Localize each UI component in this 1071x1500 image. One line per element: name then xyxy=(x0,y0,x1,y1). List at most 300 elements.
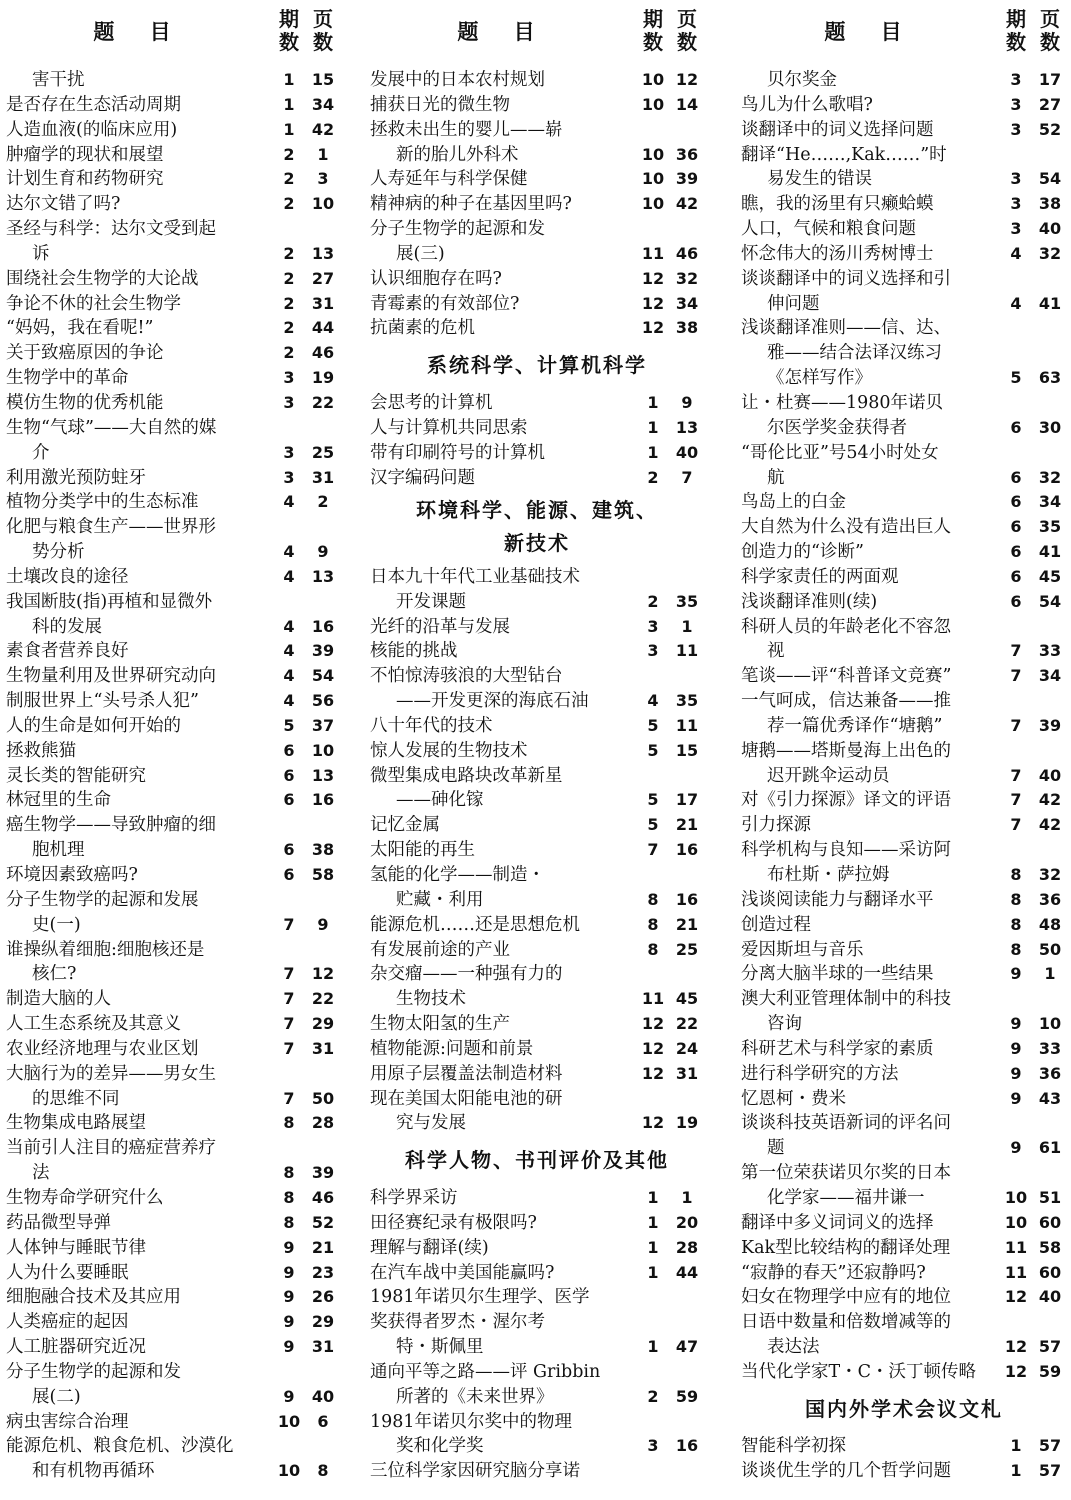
index-entry xyxy=(6,1186,340,1211)
entry-title: 药品微型导弹 xyxy=(6,1212,111,1233)
entry-issue: 6 xyxy=(1010,517,1022,537)
entry-title: 不怕惊涛骇浪的大型钻台 xyxy=(370,666,563,687)
entry-title: 第一位荣获诺贝尔奖的日本 xyxy=(741,1163,951,1184)
entry-issue xyxy=(636,565,670,590)
entry-page: 10 xyxy=(311,194,335,214)
index-entry xyxy=(370,93,704,118)
entry-title: 笔谈——评“科普译文竞赛” xyxy=(741,666,952,687)
entry-issue: 6 xyxy=(1010,467,1022,487)
entry-title: 微型集成电路块改革新星 xyxy=(370,765,563,786)
entry-title: 大自然为什么没有造出巨人 xyxy=(741,517,951,538)
entry-title: 伸问题 xyxy=(767,293,820,314)
entry-title: 题 xyxy=(767,1138,785,1159)
index-entry xyxy=(6,292,340,317)
entry-issue: 1 xyxy=(647,417,659,437)
entry-title: 塘鹅——塔斯曼海上出色的 xyxy=(741,740,951,761)
entry-page: 21 xyxy=(311,1237,335,1257)
entry-list xyxy=(741,62,1067,1484)
entry-page: 45 xyxy=(1038,566,1062,586)
index-entry xyxy=(6,639,340,664)
entry-issue: 11 xyxy=(1004,1262,1028,1282)
entry-title: 科研人员的年龄老化不容忽 xyxy=(741,616,951,637)
index-entry xyxy=(741,913,1067,938)
entry-title: 计划生育和药物研究 xyxy=(6,169,164,190)
index-entry xyxy=(6,93,340,118)
index-entry xyxy=(741,1037,1067,1062)
entry-page: 61 xyxy=(1038,1138,1062,1158)
entry-issue: 1 xyxy=(1010,1461,1022,1481)
entry-page xyxy=(306,217,340,242)
index-entry xyxy=(370,1037,704,1062)
entry-title: 细胞融合技术及其应用 xyxy=(6,1287,181,1308)
entry-title: 制造大脑的人 xyxy=(6,989,111,1010)
entry-issue: 2 xyxy=(283,268,295,288)
index-entry xyxy=(6,689,340,714)
index-entry xyxy=(6,416,340,441)
index-entry xyxy=(370,962,704,987)
entry-title: 环境因素致癌吗? xyxy=(6,865,138,885)
entry-issue: 8 xyxy=(1010,865,1022,884)
entry-page: 43 xyxy=(1038,1088,1062,1108)
entry-page: 44 xyxy=(311,318,335,338)
index-entry xyxy=(370,1459,704,1484)
entry-page: 57 xyxy=(1038,1461,1062,1481)
entry-issue xyxy=(999,441,1033,466)
entry-page: 39 xyxy=(311,641,335,661)
entry-title: “妈妈，我在看呢!” xyxy=(6,318,154,339)
entry-issue: 10 xyxy=(277,1411,301,1431)
index-entry xyxy=(741,739,1067,764)
entry-title: 捕获日光的微生物 xyxy=(370,94,510,115)
header-title: 题 目 xyxy=(457,19,549,44)
entry-page: 41 xyxy=(1038,293,1062,313)
entry-title: 汉字编码问题 xyxy=(370,467,475,488)
entry-issue: 4 xyxy=(283,566,295,586)
entry-title: 带有印刷符号的计算机 xyxy=(370,442,545,463)
entry-issue xyxy=(272,590,306,615)
entry-issue: 4 xyxy=(1010,243,1022,263)
entry-page: 6 xyxy=(317,1411,329,1431)
entry-page: 51 xyxy=(1038,1187,1062,1207)
entry-title: 进行科学研究的方法 xyxy=(741,1063,899,1084)
entry-issue: 6 xyxy=(283,765,295,785)
entry-title: 新的胎儿外科术 xyxy=(396,144,519,165)
entry-issue xyxy=(272,1136,306,1161)
index-entry xyxy=(6,490,340,515)
entry-issue: 6 xyxy=(1010,492,1022,512)
entry-issue: 6 xyxy=(283,790,295,810)
entry-issue: 3 xyxy=(1010,194,1022,214)
entry-title: 科学界采访 xyxy=(370,1187,458,1208)
entry-page: 25 xyxy=(675,939,699,959)
index-entry xyxy=(741,764,1067,789)
entry-issue: 4 xyxy=(283,666,295,686)
entry-issue xyxy=(999,341,1033,366)
entry-title: 分子生物学的起源和发展 xyxy=(6,889,199,910)
entry-title: 翻译“He……,Kak……”时 xyxy=(741,144,947,165)
index-entry xyxy=(741,1161,1067,1186)
entry-issue: 3 xyxy=(283,368,295,388)
entry-title: 人造血液(的临床应用) xyxy=(6,119,178,140)
entry-page xyxy=(670,962,704,987)
header-title: 题 目 xyxy=(93,19,185,44)
index-entry xyxy=(370,316,704,341)
entry-title: 1981年诺贝尔生理学、医学 xyxy=(370,1287,590,1308)
entry-page: 38 xyxy=(1038,194,1062,214)
index-entry xyxy=(741,987,1067,1012)
entry-issue xyxy=(636,1310,670,1335)
entry-page: 60 xyxy=(1038,1212,1062,1232)
entry-title: 浅谈阅读能力与翻译水平 xyxy=(741,889,934,910)
entry-issue xyxy=(636,217,670,242)
entry-issue: 8 xyxy=(283,1212,295,1232)
index-entry xyxy=(370,639,704,664)
entry-page: 45 xyxy=(675,989,699,1009)
entry-title: 日本九十年代工业基础技术 xyxy=(370,566,580,587)
entry-issue: 11 xyxy=(1004,1237,1028,1257)
section-heading: 科学人物、书刊评价及其他 xyxy=(405,1148,669,1173)
index-entry xyxy=(370,267,704,292)
entry-page: 22 xyxy=(675,1014,699,1034)
entry-page: 40 xyxy=(1038,765,1062,785)
entry-page: 40 xyxy=(311,1386,335,1406)
entry-title: 当前引人注目的癌症营养疗 xyxy=(6,1138,216,1159)
index-entry xyxy=(741,217,1067,242)
entry-page: 30 xyxy=(1038,417,1062,437)
entry-page: 12 xyxy=(311,964,335,984)
entry-issue: 8 xyxy=(647,939,659,959)
entry-issue: 2 xyxy=(647,1386,659,1406)
entry-issue: 10 xyxy=(1004,1212,1028,1232)
entry-title: 展(三) xyxy=(396,243,445,264)
entry-issue: 5 xyxy=(647,790,659,810)
entry-page: 37 xyxy=(311,715,335,735)
index-entry xyxy=(370,292,704,317)
index-entry xyxy=(6,863,340,888)
entry-page xyxy=(306,1062,340,1087)
index-entry xyxy=(741,1285,1067,1310)
entry-page xyxy=(306,1360,340,1385)
index-entry xyxy=(370,68,704,93)
entry-page xyxy=(670,118,704,143)
entry-issue: 11 xyxy=(641,243,665,263)
entry-list xyxy=(370,62,704,1484)
entry-issue xyxy=(999,1310,1033,1335)
entry-title: 瞧，我的汤里有只癞蛤蟆 xyxy=(741,194,934,215)
entry-page: 13 xyxy=(311,243,335,263)
entry-title: 迟开跳伞运动员 xyxy=(767,765,890,786)
entry-title: 用原子层覆盖法制造材料 xyxy=(370,1063,563,1084)
entry-page: 11 xyxy=(675,641,699,661)
entry-title: 生物量利用及世界研究动向 xyxy=(6,666,216,687)
index-entry xyxy=(370,1062,704,1087)
entry-page: 1 xyxy=(1044,964,1056,984)
index-entry xyxy=(741,1310,1067,1335)
entry-issue xyxy=(272,938,306,963)
entry-issue xyxy=(999,987,1033,1012)
entry-title: 奖和化学奖 xyxy=(396,1436,484,1457)
entry-title: 发展中的日本农村规划 xyxy=(370,70,545,90)
entry-issue: 8 xyxy=(1010,914,1022,934)
entry-title: 妇女在物理学中应有的地位 xyxy=(741,1287,951,1308)
index-entry xyxy=(6,242,340,267)
entry-page: 59 xyxy=(675,1386,699,1406)
entry-title: 浅谈翻译准则——信、达、 xyxy=(741,318,951,339)
entry-page: 17 xyxy=(675,790,699,810)
index-entry xyxy=(370,664,704,689)
index-entry xyxy=(741,167,1067,192)
entry-page: 38 xyxy=(675,318,699,338)
entry-title: 林冠里的生命 xyxy=(6,790,111,811)
entry-page: 36 xyxy=(675,144,699,164)
entry-page: 27 xyxy=(311,268,335,288)
entry-title: 怀念伟大的汤川秀树博士 xyxy=(741,243,934,264)
entry-issue: 8 xyxy=(283,1113,295,1133)
entry-title: 生物“气球”——大自然的媒 xyxy=(6,417,217,438)
entry-page: 16 xyxy=(675,1436,699,1456)
entry-page: 24 xyxy=(675,1038,699,1058)
entry-issue: 10 xyxy=(641,70,665,89)
entry-page: 28 xyxy=(675,1237,699,1257)
index-entry xyxy=(741,1261,1067,1286)
index-entry xyxy=(741,267,1067,292)
index-entry xyxy=(6,1087,340,1112)
entry-page xyxy=(1033,1310,1067,1335)
entry-title: 会思考的计算机 xyxy=(370,392,493,413)
index-entry xyxy=(6,143,340,168)
entry-title: 利用激光预防蛀牙 xyxy=(6,467,146,488)
entry-title: 人与计算机共同思索 xyxy=(370,417,528,438)
index-entry xyxy=(370,1385,704,1410)
section-heading: 国内外学术会议文札 xyxy=(805,1396,1003,1421)
entry-issue xyxy=(272,416,306,441)
index-entry xyxy=(741,962,1067,987)
entry-title: 通向平等之路——评 Gribbin xyxy=(370,1361,601,1382)
index-entry xyxy=(741,118,1067,143)
entry-issue: 11 xyxy=(641,989,665,1009)
entry-page: 39 xyxy=(1038,715,1062,735)
entry-page xyxy=(1033,1111,1067,1136)
index-entry xyxy=(741,615,1067,640)
entry-issue xyxy=(272,1434,306,1459)
entry-page: 57 xyxy=(1038,1337,1062,1357)
entry-issue: 5 xyxy=(647,715,659,735)
column-2 xyxy=(370,0,704,1484)
header-page: 页数 xyxy=(1040,7,1060,54)
entry-page: 22 xyxy=(311,989,335,1009)
entry-title: 核仁? xyxy=(32,964,77,985)
entry-page xyxy=(306,515,340,540)
entry-issue: 1 xyxy=(647,1262,659,1282)
entry-page: 13 xyxy=(311,566,335,586)
entry-issue xyxy=(999,1161,1033,1186)
index-entry xyxy=(6,1410,340,1435)
entry-page: 20 xyxy=(675,1212,699,1232)
entry-page: 17 xyxy=(1038,70,1062,89)
entry-issue: 7 xyxy=(1010,715,1022,735)
index-entry xyxy=(370,1211,704,1236)
entry-page: 27 xyxy=(1038,94,1062,114)
index-entry xyxy=(370,938,704,963)
index-entry xyxy=(6,1335,340,1360)
entry-issue: 6 xyxy=(1010,417,1022,437)
index-entry xyxy=(741,540,1067,565)
entry-title: 争论不休的社会生物学 xyxy=(6,293,181,314)
entry-page xyxy=(670,863,704,888)
entry-issue: 3 xyxy=(647,641,659,661)
entry-issue: 7 xyxy=(283,1038,295,1058)
entry-title: 航 xyxy=(767,467,785,488)
entry-title: 当代化学家T・C・沃丁顿传略 xyxy=(741,1361,977,1382)
entry-page: 32 xyxy=(1038,865,1062,884)
entry-page xyxy=(1033,689,1067,714)
entry-issue: 5 xyxy=(283,715,295,735)
entry-page: 35 xyxy=(1038,517,1062,537)
index-entry xyxy=(6,441,340,466)
entry-page xyxy=(1033,267,1067,292)
entry-title: 谈谈优生学的几个哲学问题 xyxy=(741,1461,951,1482)
entry-issue: 2 xyxy=(647,591,659,611)
entry-title: 翻译中多义词词义的选择 xyxy=(741,1212,934,1233)
index-entry xyxy=(6,1261,340,1286)
entry-issue: 1 xyxy=(283,94,295,114)
entry-issue: 5 xyxy=(647,815,659,835)
section-heading xyxy=(370,490,704,565)
entry-title: 现在美国太阳能电池的研 xyxy=(370,1088,563,1109)
entry-title: 生物寿命学研究什么 xyxy=(6,1187,164,1208)
entry-page: 1 xyxy=(681,616,693,636)
column-header xyxy=(741,0,1067,62)
entry-page: 58 xyxy=(1038,1237,1062,1257)
entry-page: 16 xyxy=(311,790,335,810)
entry-issue: 9 xyxy=(283,1337,295,1357)
entry-title: 史(一) xyxy=(32,914,81,935)
entry-issue: 1 xyxy=(647,442,659,462)
entry-page xyxy=(1033,316,1067,341)
entry-title: 生物太阳氢的生产 xyxy=(370,1014,510,1035)
entry-issue: 7 xyxy=(1010,641,1022,661)
entry-title: 人体钟与睡眠节律 xyxy=(6,1237,146,1258)
entry-title: 惊人发展的生物技术 xyxy=(370,740,528,761)
entry-issue: 2 xyxy=(283,243,295,263)
index-entry xyxy=(6,913,340,938)
entry-issue xyxy=(999,391,1033,416)
entry-title: 特・斯佩里 xyxy=(396,1337,484,1358)
entry-title: 三位科学家因研究脑分享诺 xyxy=(370,1461,580,1482)
entry-issue: 3 xyxy=(647,1436,659,1456)
index-entry xyxy=(741,366,1067,391)
entry-page: 19 xyxy=(675,1113,699,1133)
index-entry xyxy=(741,1136,1067,1161)
entry-title: 青霉素的有效部位? xyxy=(370,293,520,314)
column-header xyxy=(370,0,704,62)
entry-title: 究与发展 xyxy=(396,1113,466,1134)
entry-page: 52 xyxy=(311,1212,335,1232)
index-entry xyxy=(6,565,340,590)
entry-title: 引力探源 xyxy=(741,815,811,836)
entry-title: 科学家责任的两面观 xyxy=(741,566,899,587)
index-entry xyxy=(370,1285,704,1310)
entry-issue: 9 xyxy=(1010,1038,1022,1058)
entry-title: ——砷化镓 xyxy=(396,790,484,811)
entry-page: 54 xyxy=(1038,591,1062,611)
entry-issue: 12 xyxy=(1004,1287,1028,1307)
index-entry xyxy=(6,118,340,143)
entry-title: 势分析 xyxy=(32,542,85,563)
entry-page: 9 xyxy=(681,392,693,412)
index-entry xyxy=(741,788,1067,813)
entry-page: 13 xyxy=(675,417,699,437)
entry-issue: 6 xyxy=(1010,591,1022,611)
entry-page xyxy=(306,1136,340,1161)
entry-title: 人寿延年与科学保健 xyxy=(370,169,528,190)
entry-title: 害干扰 xyxy=(32,70,85,90)
index-entry xyxy=(741,664,1067,689)
entry-issue: 1 xyxy=(1010,1436,1022,1456)
entry-page: 46 xyxy=(675,243,699,263)
entry-title: 生物学中的革命 xyxy=(6,368,129,389)
entry-page xyxy=(670,664,704,689)
index-entry xyxy=(741,416,1067,441)
index-entry xyxy=(741,1360,1067,1385)
entry-title: 谁操纵着细胞:细胞核还是 xyxy=(6,939,205,960)
index-entry xyxy=(6,316,340,341)
entry-issue: 3 xyxy=(283,392,295,412)
index-entry xyxy=(741,490,1067,515)
index-entry xyxy=(6,1285,340,1310)
entry-title: 咨询 xyxy=(767,1014,802,1035)
entry-issue: 7 xyxy=(283,1088,295,1108)
entry-title: 农业经济地理与农业区划 xyxy=(6,1038,199,1059)
entry-issue: 9 xyxy=(283,1386,295,1406)
entry-title: 贮藏・利用 xyxy=(396,889,484,910)
entry-title: 谈谈科技英语新词的评名问 xyxy=(741,1113,951,1134)
entry-title: 谈谈翻译中的词义选择和引 xyxy=(741,268,951,289)
entry-issue xyxy=(272,1360,306,1385)
index-entry xyxy=(741,639,1067,664)
entry-issue: 5 xyxy=(1010,368,1022,388)
entry-issue: 3 xyxy=(1010,219,1022,239)
entry-title: 澳大利亚管理体制中的科技 xyxy=(741,989,951,1010)
entry-page: 12 xyxy=(675,70,699,89)
entry-issue: 12 xyxy=(641,1063,665,1083)
entry-issue: 1 xyxy=(647,1212,659,1232)
entry-issue: 12 xyxy=(641,268,665,288)
entry-title: 科研艺术与科学家的素质 xyxy=(741,1038,934,1059)
entry-page: 15 xyxy=(675,740,699,760)
entry-page: 32 xyxy=(1038,243,1062,263)
entry-page: 31 xyxy=(311,467,335,487)
index-entry xyxy=(370,739,704,764)
entry-page xyxy=(670,217,704,242)
entry-page: 1 xyxy=(317,144,329,164)
entry-title: 一气呵成，信达兼备——推 xyxy=(741,691,951,712)
column-1 xyxy=(6,0,340,1484)
index-entry xyxy=(6,813,340,838)
entry-issue xyxy=(999,615,1033,640)
index-entry xyxy=(370,1335,704,1360)
entry-title: 制服世界上“头号杀人犯” xyxy=(6,691,199,712)
index-entry xyxy=(741,341,1067,366)
entry-page: 31 xyxy=(675,1063,699,1083)
entry-page: 42 xyxy=(1038,815,1062,835)
entry-page: 56 xyxy=(311,691,335,711)
index-entry xyxy=(370,788,704,813)
index-entry xyxy=(370,416,704,441)
entry-title: 关于致癌原因的争论 xyxy=(6,343,164,364)
index-entry xyxy=(370,565,704,590)
entry-title: 精神病的种子在基因里吗? xyxy=(370,194,572,215)
